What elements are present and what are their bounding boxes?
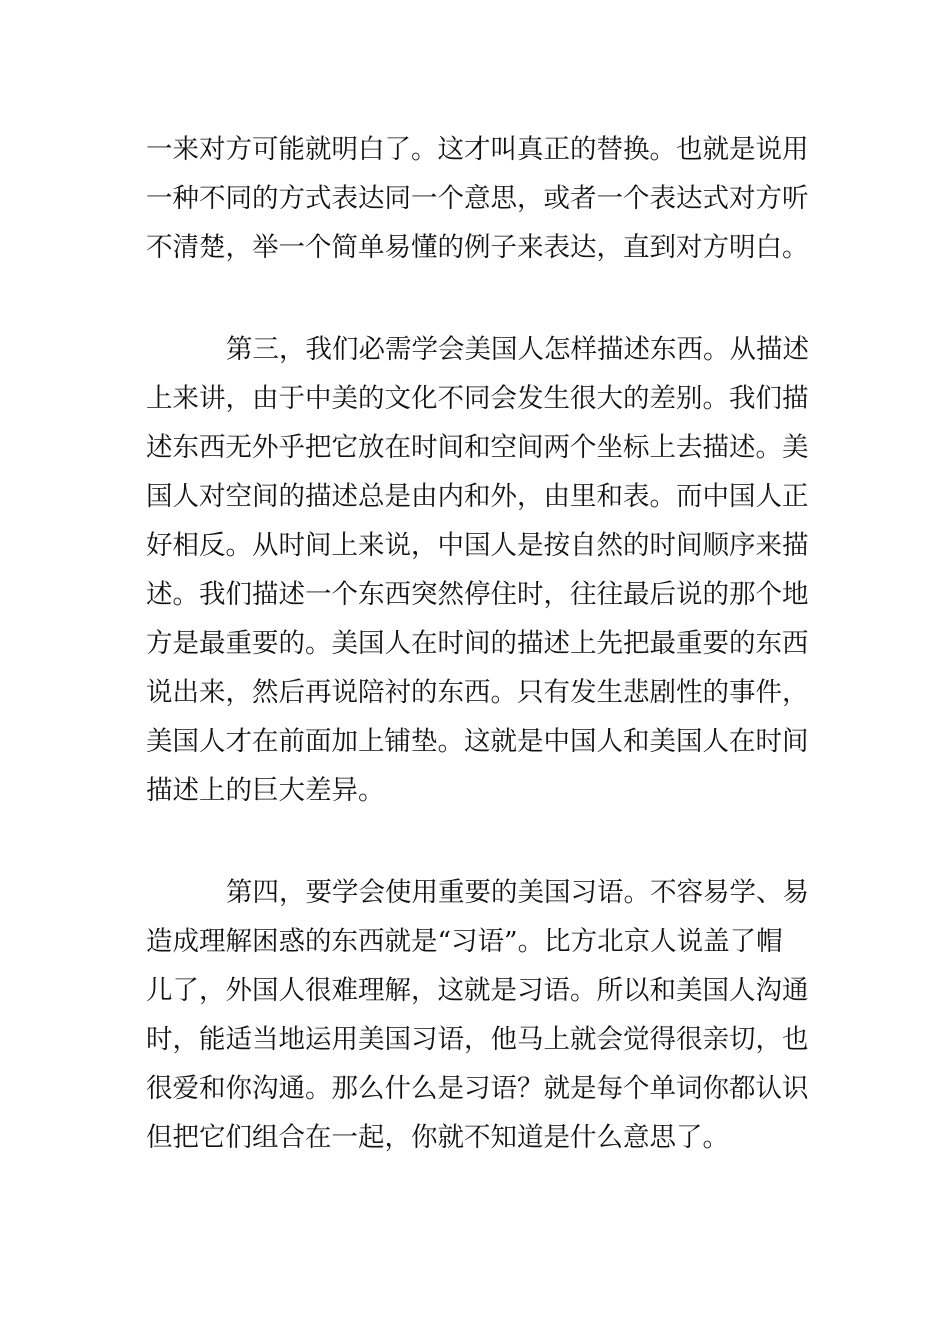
- text-line: 好相反。从时间上来说，中国人是按自然的时间顺序来描: [146, 530, 809, 561]
- text-line: 第四，要学会使用重要的美国习语。不容易学、易: [226, 877, 809, 908]
- text-line: 一来对方可能就明白了。这才叫真正的替换。也就是说用: [146, 134, 809, 165]
- text-line: 上来讲，由于中美的文化不同会发生很大的差别。我们描: [146, 383, 809, 414]
- text-line: 造成理解困惑的东西就是“习语”。比方北京人说盖了帽: [146, 926, 783, 957]
- text-line: 美国人才在前面加上铺垫。这就是中国人和美国人在时间: [146, 726, 809, 757]
- text-line: 一种不同的方式表达同一个意思，或者一个表达式对方听: [146, 183, 809, 214]
- text-line: 时，能适当地运用美国习语，他马上就会觉得很亲切，也: [146, 1024, 809, 1055]
- text-line: 不清楚，举一个简单易懂的例子来表达，直到对方明白。: [146, 232, 809, 263]
- text-line: 描述上的巨大差异。: [146, 775, 385, 806]
- text-line: 第三，我们必需学会美国人怎样描述东西。从描述: [226, 334, 809, 365]
- text-line: 述。我们描述一个东西突然停住时，往往最后说的那个地: [146, 579, 809, 610]
- text-line: 但把它们组合在一起，你就不知道是什么意思了。: [146, 1122, 729, 1153]
- text-line: 儿了，外国人很难理解，这就是习语。所以和美国人沟通: [146, 975, 809, 1006]
- text-line: 国人对空间的描述总是由内和外，由里和表。而中国人正: [146, 481, 809, 512]
- text-line: 方是最重要的。美国人在时间的描述上先把最重要的东西: [146, 628, 809, 659]
- text-line: 述东西无外乎把它放在时间和空间两个坐标上去描述。美: [146, 432, 809, 463]
- text-line: 很爱和你沟通。那么什么是习语？就是每个单词你都认识: [146, 1073, 809, 1104]
- text-line: 说出来，然后再说陪衬的东西。只有发生悲剧性的事件，: [146, 677, 809, 708]
